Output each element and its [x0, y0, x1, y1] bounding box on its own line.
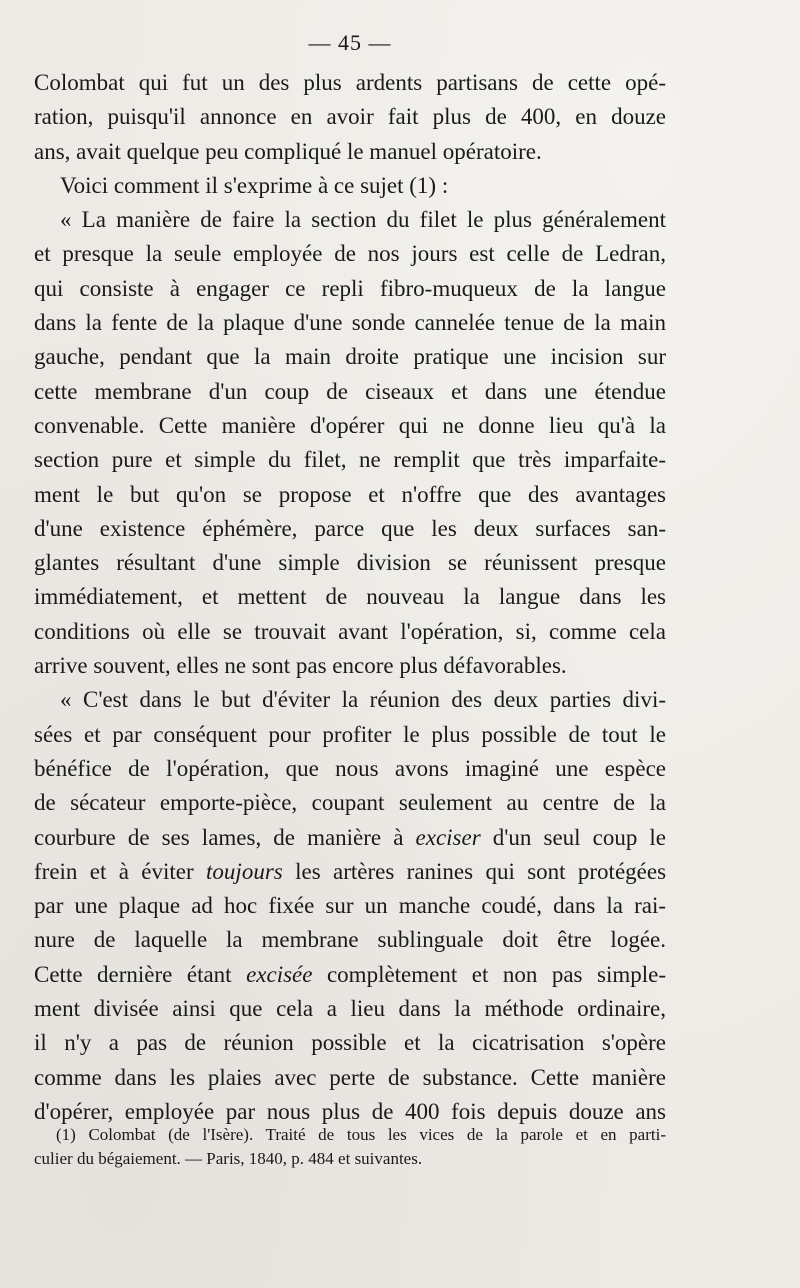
text-line-with-italic: [34, 821, 666, 855]
footnote-line: (1) Colombat (de l'Isère). Traité de tous les vices de la parole et en parti-: [56, 1125, 666, 1144]
text-segment: complètement et non pas simple-: [326, 961, 666, 987]
text-line: « La manière de faire la section du filet le plus généralement: [60, 207, 666, 233]
text-line-with-italic: [34, 958, 666, 992]
text-line: sées et par conséquent pour profiter le plus possible de tout le: [34, 721, 666, 747]
text-line: bénéfice de l'opération, que nous avons imaginé une espèce: [34, 755, 666, 781]
text-line: conditions où elle se trouvait avant l'opération, si, comme cela: [34, 618, 666, 644]
text-line: d'une existence éphémère, parce que les deux surfaces san-: [34, 515, 666, 541]
text-line: cette membrane d'un coup de ciseaux et dans une étendue: [34, 378, 666, 404]
text-line: « C'est dans le but d'éviter la réunion des deux parties divi-: [60, 687, 666, 713]
text-line: d'opérer, employée par nous plus de 400 fois depuis douze ans: [34, 1098, 666, 1124]
text-line: gauche, pendant que la main droite pratique une incision sur: [34, 344, 666, 370]
text-line: et presque la seule employée de nos jours est celle de Ledran,: [34, 241, 666, 267]
footnote: [34, 1123, 666, 1171]
text-line: ans, avait quelque peu compliqué le manuel opératoire.: [34, 138, 542, 164]
footnote-line: culier du bégaiement. — Paris, 1840, p. 484 et suivantes.: [34, 1149, 423, 1168]
text-line: glantes résultant d'une simple division se réunissent presque: [34, 550, 666, 576]
text-line: dans la fente de la plaque d'une sonde cannelée tenue de la main: [34, 310, 666, 336]
text-line: ment le but qu'on se propose et n'offre que des avantages: [34, 481, 666, 507]
text-segment: courbure de ses lames, de manière à: [34, 824, 404, 850]
text-line: il n'y a pas de réunion possible et la cicatrisation s'opère: [34, 1030, 666, 1056]
text-line-with-italic: [34, 855, 666, 889]
text-line: de sécateur emporte-pièce, coupant seulement au centre de la: [34, 790, 666, 816]
body-text: [34, 66, 666, 1129]
text-line: Colombat qui fut un des plus ardents partisans de cette opé-: [34, 70, 666, 95]
text-line: Voici comment il s'exprime à ce sujet (1) :: [60, 172, 449, 198]
text-segment: d'un seul coup le: [492, 824, 667, 850]
text-line: ration, puisqu'il annonce en avoir fait plus de 400, en douze: [34, 104, 666, 130]
text-line: nure de laquelle la membrane sublinguale doit être logée.: [34, 927, 666, 953]
page-number: — 45 —: [308, 30, 392, 55]
text-line: par une plaque ad hoc fixée sur un manche coudé, dans la rai-: [34, 893, 666, 919]
italic-word: excisée: [246, 961, 313, 987]
text-line: ment divisée ainsi que cela a lieu dans la méthode ordinaire,: [34, 996, 666, 1022]
text-line: convenable. Cette manière d'opérer qui ne donne lieu qu'à la: [34, 412, 666, 438]
text-line: section pure et simple du filet, ne remplit que très imparfaite-: [34, 447, 666, 473]
italic-word: exciser: [415, 824, 481, 850]
text-segment: frein et à éviter: [34, 858, 194, 884]
text-line: qui consiste à engager ce repli fibro-muqueux de la langue: [34, 275, 666, 301]
text-line: arrive souvent, elles ne sont pas encore plus défavorables.: [34, 653, 567, 679]
text-segment: Cette dernière étant: [34, 961, 232, 987]
text-line: comme dans les plaies avec perte de substance. Cette manière: [34, 1064, 666, 1090]
italic-word: toujours: [206, 858, 283, 884]
text-line: immédiatement, et mettent de nouveau la langue dans les: [34, 584, 666, 610]
text-segment: les artères ranines qui sont protégées: [295, 858, 667, 884]
